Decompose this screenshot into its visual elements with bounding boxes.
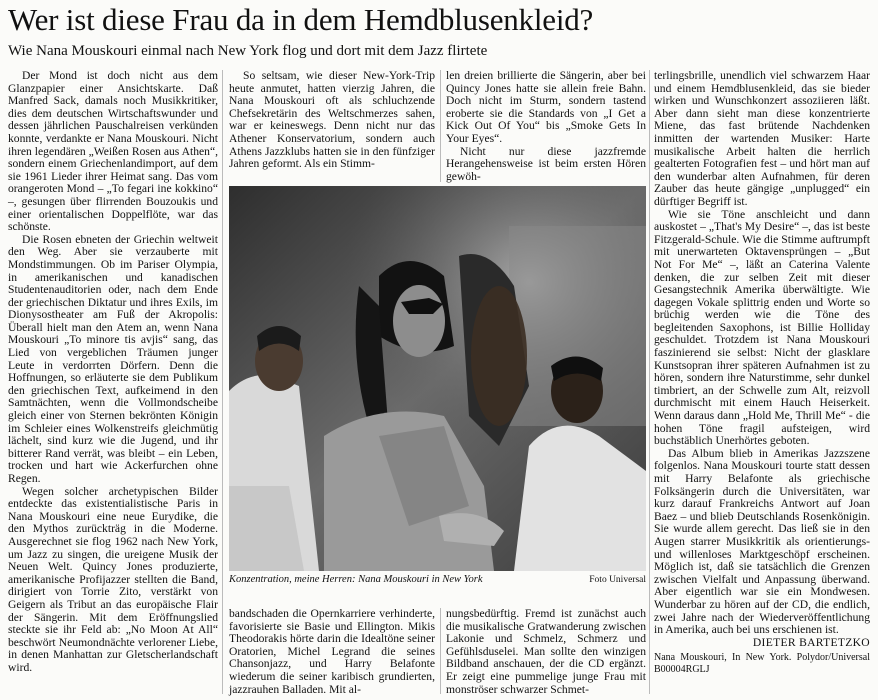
paragraph: Das Album blieb in Amerikas Jazzszene folgenlos. Nana Mouskouri tourte statt dessen mit Harry Belafonte als griechische Folksängerin durch die Universitäten, war kurz darauf Frankreichs Antwort auf Joan Baez – und blieb Deutschlands Rosenkönigin. Sie wurde allem gerecht. Das ließ sie in den Augen starrer Musikkritik als orientierungs- und willenloses Marktgeschöpf erscheinen. Möglich ist, daß sie tatsächlich die Grenzen zwischen Vielfalt und Anpassung überwand. Aber eigentlich war sie ein Mondwesen. Wunderbar zu hören auf der CD, die endlich, zwei Jahre nach der Wiederveröffentlichung in Amerika, auch bei uns erschienen ist. <box>654 446 870 637</box>
paragraph: So seltsam, wie dieser New-York-Trip heute anmutet, hatten vierzig Jahren, die Nana Mouskouri oft als schluchzende Chefsekretärin des Weltschmerzes sahen, war er keineswegs. Denn nicht nur das Athener Konservatorium, sondern auch Athens Jazzklubs hatten sie in den fünfziger Jahren geformt. Als ein Stimm- <box>229 69 435 171</box>
article-column-2-top <box>229 70 435 182</box>
column-rule <box>440 70 441 182</box>
paragraph: Wegen solcher archetypischen Bilder entdeckte das existentialistische Paris in Nana Mouskouri eine neue Eurydike, die den Mythos zurückträg in die Moderne. Ausgerechnet sie flog 1962 nach New York, um Jazz zu singen, die ureigene Musik der Neuen Welt. Quincy Jones produzierte, amerikanische Profijazzer stellten die Band, dirigiert von Torrie Zito, verstärkt von Geigern als Tribut an das europäische Flair der Sängerin. Mit dem Eröffnungslied steckte sie ihr Feld ab: „No Moon At All“ beschwört Neumondnächte verlorener Liebe, in denen Manhattan zur Gletscherlandschaft wird. <box>8 484 218 674</box>
photo-credit: Foto Universal <box>589 575 646 585</box>
photo-block <box>229 186 646 585</box>
paragraph: len dreien brillierte die Sängerin, aber bei Quincy Jones hatte sie allein freie Bahn. Doch nicht im Sturm, sondern tastend eroberte sie die Standards von „I Get a Kick Out Of You“ bis „Smoke Gets In Your Eyes“. <box>446 69 646 145</box>
column-rule <box>222 70 223 694</box>
paragraph: Wie sie Töne anschleicht und dann auskostet – „That's My Desire“ –, das ist beste Fitzgerald-Schule. Wie die Stimme auftrumpft mit unerwarteten Oktavensprüngen – „But Not For Me“ –, läßt an Caterina Valente denken, die zur selben Zeit mit dieser Gesangstechnik Amerika überwältigte. Wie dagegen Vokale splittrig enden und Worte so brüchig werden wie die Töne des begleitenden Saxophons, ist Billie Holliday geschuldet. Trotzdem ist Nana Mouskouri faszinierend sie selbst: Nicht der glasklare Kunstsopran ihrer späteren Aufnahmen ist zu hören, sondern ihre Naturstimme, sehr dunkel timbriert, an der Schwelle zum Alt, reizvoll durchmischt mit einem Hauch Heiserkeit. Wenn daraus dann „Hold Me, Thrill Me“ - die hohen Töne fragil aufsteigen, wird buchstäblich Unerhörtes geboten. <box>654 207 870 448</box>
photo-caption: Konzentration, meine Herren: Nana Mouskouri in New York <box>229 574 483 585</box>
article-column-1 <box>8 70 218 696</box>
album-note: Nana Mouskouri, In New York. Polydor/Universal B00004RGLJ <box>654 652 870 675</box>
column-rule <box>649 70 650 694</box>
paragraph: Nicht nur diese jazzfremde Herangehensweise ist beim ersten Hören gewöh- <box>446 144 646 183</box>
column-rule <box>440 608 441 694</box>
article-column-3-top <box>446 70 646 182</box>
paragraph: terlingsbrille, unendlich viel schwarzem Haar und einem Hemdblusenkleid, das sie bieder wirken und Wunschkonzert assoziieren läßt. Aber dann sieht man diese konzentrierte Miene, das fast brütende Nachdenken inmitten der wartenden Musiker: Harte musikalische Arbeit halten die herrlich gealterten Fotografien fest – und hört man auf den wunderbar alten Aufnahmen, für deren Zauber das heute gängige „unplugged“ ein dürftiger Begriff ist. <box>654 69 870 208</box>
paragraph: nungsbedürftig. Fremd ist zunächst auch die musikalische Gratwanderung zwischen Lakonie und Schmelz, Schmerz und Gefühlsduselei. Man sollte den winzigen Bildband anschauen, der die CD ergänzt. Er zeigt eine pummelige junge Frau mit monströser schwarzer Schmet- <box>446 607 646 696</box>
author-byline: DIETER BARTETZKO <box>752 635 870 649</box>
photograph-icon <box>229 186 646 571</box>
article-column-4 <box>654 70 870 696</box>
paragraph: bandschaden die Opernkarriere verhinderte, favorisierte sie Basie und Ellington. Mikis Theodorakis hörte darin die Idealtöne seiner Oratorien, Michel Legrand die seines Chansonjazz, und Harry Belafonte wiederum die seiner karibisch grundierten, jazzrauhen Balladen. Mit al- <box>229 607 435 696</box>
paragraph: Die Rosen ebneten der Griechin weltweit den Weg. Aber sie verzauberte mit Mondstimmungen. Ob im Pariser Olympia, in amerikanischen und kanadischen Studentenauditorien oder, nach dem Ende der griechischen Diktatur und ihres Exils, im Dionysostheater am Fuß der Akropolis: Überall hielt man den Atem an, wenn Nana Mouskouri „To minore tis avjis“ sang, das Lied von vergeblichen Träumen junger Leute in verdorrten Dörfern. Denn die Hoffnungen, so erläuterte sie dem Publikum den griechischen Text, aufkeimend in den Samtnächten, wenn die Vollmondscheibe gleich einer von Sternen bekrönten Königin im Schleier eines Wolkenstreifs gleichmütig lächelt, sind kurz wie die Jugend, und ihr bitterer Rand verrät, was bleibt – ein Leben, trocken und hart wie Ackerfurchen ohne Regen. <box>8 232 218 485</box>
paragraph: Der Mond ist doch nicht aus dem Glanzpapier einer Ansichtskarte. Daß Manfred Sack, damals noch Musikkritiker, dies dem deutschen Wirtschaftswunder und dessen jährlichen Pauschalreisen verkünden konnte, verdankte er Nana Mouskouri. Nicht ihren legendären „Weißen Rosen aus Athen“, sondern einem Griechenlandimport, auf dem sie 1961 Lieder ihrer Heimat sang. Das vom orangeroten Mond – „To fegari ine kokkino“ –, gesungen über flirrenden Bouzoukis und einer orientalischen Doppelflöte, war das schönste. <box>8 69 218 234</box>
headline: Wer ist diese Frau da in dem Hemdblusenkleid? <box>8 2 594 37</box>
article-column-3-bottom <box>446 608 646 696</box>
subheadline: Wie Nana Mouskouri einmal nach New York flog und dort mit dem Jazz flirtete <box>8 43 488 59</box>
article-column-2-bottom <box>229 608 435 696</box>
